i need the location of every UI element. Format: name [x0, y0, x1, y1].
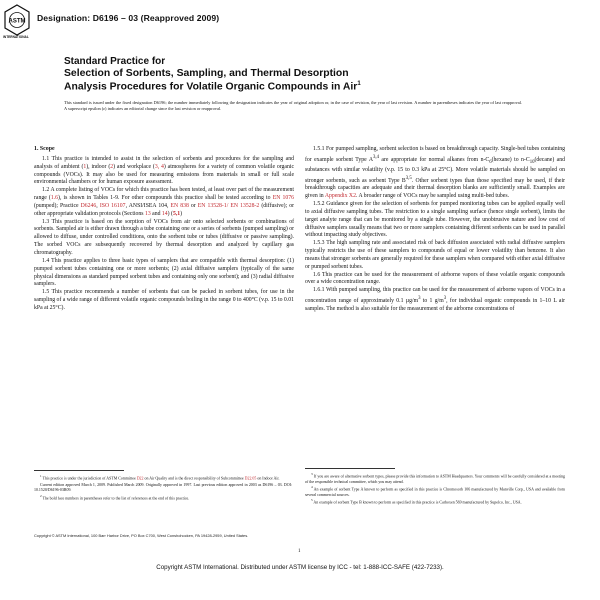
logo-caption: INTERNATIONAL: [3, 35, 29, 39]
committee-link[interactable]: D22: [136, 475, 144, 481]
astm-logo: [4, 4, 30, 40]
title-line-3-text: Analysis Procedures for Volatile Organic Compounds in Air: [64, 81, 358, 93]
ref-link[interactable]: 5,1: [172, 210, 181, 217]
left-column: [34, 146, 294, 313]
designation: Designation: D6196 – 03 (Reapproved 2009): [37, 13, 220, 23]
standard-link[interactable]: EN 13528-1/ EN 13528-2: [197, 202, 260, 209]
footnote-1-edition: Current edition approved March 1, 2009. Published March 2009. Originally approved in 1997. Last previous edition approved in 2003 as D6196 – 03. DOI: 10.1520/D6196-03R09.: [34, 481, 292, 493]
footnotes-right: [305, 472, 565, 506]
standard-link[interactable]: ISO 16107: [99, 202, 126, 209]
ref-link[interactable]: 2: [110, 163, 114, 170]
appendix-link[interactable]: Appendix X2: [324, 193, 356, 200]
designation-notice: This standard is issued under the fixed designation D6196; the number immediately following the designation indicates the year of original adoption or, in the case of revision, the year of last revision. A number in parentheses indicates the year of last reapproval. A superscript epsilon (ε) indicates an editorial change since the last revision or reapproval.: [64, 100, 522, 112]
standard-link[interactable]: EN 838: [170, 202, 189, 209]
standard-link[interactable]: D6246: [80, 202, 97, 209]
footnote-5: $^5$ An example of sorbent Type B known to perform as specified in this practice is Carboxen 569 manufactured by Supelco, Inc., USA.: [311, 498, 522, 505]
footnote-2: $^2$ The bold face numbers in parentheses refer to the list of references at the end of this practice.: [40, 493, 190, 500]
ref-link[interactable]: 1.6: [50, 195, 59, 202]
paragraph-1-6: 1.6 This practice can be used for the measurement of airborne vapors of these volatile organic compounds over a wide concentration range.: [305, 271, 565, 286]
title-line-1: Standard Practice for: [64, 56, 166, 67]
paragraph-1-5-3: 1.5.3 The high sampling rate and associated risk of back diffusion associated with radial diffusive samplers typically restricts the use of these samplers to compounds of equal or lower volatility than benzene. It also means that stronger sorbents are generally required for these samplers when compared with either axial diffusive or pumped sorbent tubes.: [305, 240, 565, 270]
footnote-3: $^3$ If you are aware of alternative sorbent types, please provide this information to ASTM Headquarters. Your comments will be carefully considered at a meeting of the responsible technical committee, which you may attend.: [305, 472, 565, 484]
ref-link[interactable]: 1: [83, 163, 87, 170]
footnote-rule-left: [34, 470, 124, 471]
section-heading-scope: 1. Scope: [34, 146, 55, 152]
ref-link[interactable]: 14: [161, 210, 168, 217]
subcommittee-link[interactable]: D22.05: [244, 475, 257, 481]
paragraph-1-2: 1.2 A complete listing of VOCs for which this practice has been tested, at least over part of the measurement range (1.6), is shown in Tables 1-9. For other compounds this practice shall be tested according to EN 1076 (pumped); Practice D6246, ISO 16107, ANSI/ISEA 104, EN 838 or EN 13528-1/ EN 13528-2 (diffusive); or other appropriate validation protocols (Sections 13 and 14) (5,1): [34, 187, 295, 217]
paragraph-1-1: 1.1 This practice is intended to assist in the selection of sorbents and procedures for the sampling and analysis of ambient (1), indoor (2) and workplace (3, 4) atmospheres for a variety of common volatile organic compounds (VOCs). It may also be used for measuring emissions from materials in small or full scale environmental chambers or for human exposure assessment.: [34, 155, 295, 186]
page-number: 1: [298, 549, 301, 554]
title-footnote-mark: 1: [357, 81, 361, 88]
right-column: [305, 146, 565, 314]
paragraph-1-4: 1.4 This practice applies to three basic types of samplers that are compatible with thermal desorption: (1) pumped sorbent tubes containing one or more sorbents; (2) axial diffusive samplers (typically of the same physical dimensions as standard pumped sorbent tubes and containing only one sorbent); and (3) radial diffusive samplers.: [34, 257, 294, 288]
standard-link[interactable]: EN 1076: [272, 195, 295, 202]
footnote-4: $^4$ An example of sorbent Type A known to perform as specified in this practice is Chromosorb 106 manufactured by Manville Corp., USA and available from several commercial sources.: [305, 485, 565, 497]
ref-link[interactable]: 13: [144, 210, 151, 217]
document-title: [64, 56, 534, 93]
footnotes-left: [34, 474, 292, 501]
svg-text:ASTM: ASTM: [8, 18, 26, 25]
paragraph-1-6-1: 1.6.1 With pumped sampling, this practice can be used for the measurement of airborne vapors of VOCs in a concentration range of approximately 0.1 $\mu g/m^3$ to 1 $g/m^3$, for individual organic compounds in 1–10 L air samples. The method is also suitable for the measurement of the airborne concentrations of: [305, 287, 565, 312]
paragraph-1-5: 1.5 This practice recommends a number of sorbents that can be packed in sorbent tubes, for use in the sampling of a wide range of different volatile organic compounds boiling in the range 0 to 400°C (v.p. 15 to 0.01 kPa at 25°C).: [34, 289, 294, 311]
paragraph-1-5-2: 1.5.2 Guidance given for the selection of sorbents for pumped monitoring tubes can be applied equally well to axial diffusive sampling tubes. The restriction to a single sampling surface (hence single sorbent), limits the target analyte range that can be monitored by a single tube. However, the unobtrusive nature and low cost of diffusive samplers usually means that two or more samplers containing different sorbents can be used in parallel without impacting study objectives.: [305, 201, 565, 239]
title-line-3: [64, 79, 534, 93]
footnote-rule-right: [305, 468, 395, 469]
title-line-2: Selection of Sorbents, Sampling, and Thermal Desorption: [64, 67, 349, 79]
ref-link[interactable]: 3, 4: [154, 163, 164, 170]
copyright-notice: Copyright © ASTM International, 100 Barr Harbor Drive, PO Box C700, West Conshohocken, PA 19428-2959, United States.: [34, 533, 249, 538]
paragraph-1-5-1: 1.5.1 For pumped sampling, sorbent selection is based on breakthrough capacity. Single-bed tubes containing for example sorbent Type A$^{3,4}$ are appropriate for normal alkanes from $n-C_6(hexane)$ to $n-C_{10}(decane)$ and substances with similar volatility (v.p. 15 to 0.3 kPa at 25°C). More volatile materials should be sampled on stronger sorbents, such as sorbent Type B$^{3,5}$. Other sorbent types than those specified may be used, if their breakthrough capacities are adequate and their thermal desorption blanks are sufficiently small. Examples are given in Appendix X2. A broader range of VOCs may be sampled using multi-bed tubes.: [305, 146, 565, 200]
footnote-1: $^1$ This practice is under the jurisdiction of ASTM Committee D22 on Air Quality and is the direct responsibility of Subcommittee D22.05 on Indoor Air.: [40, 474, 280, 481]
paragraph-1-3: 1.3 This practice is based on the sorption of VOCs from air onto selected sorbents or combinations of sorbents. Sampled air is either drawn through a tube containing one or a series of sorbents (pumped sampling) or allowed to diffuse, under controlled conditions, onto the sorbent tube or tubes (diffusive or passive sampling). The sorbed VOCs are subsequently recovered by thermal desorption and analyzed by capillary gas chromatography.: [34, 218, 294, 256]
license-notice: Copyright ASTM International. Distributed under ASTM license by ICC - tel: 1-888-ICC-SAFE (422-7233).: [156, 564, 444, 571]
